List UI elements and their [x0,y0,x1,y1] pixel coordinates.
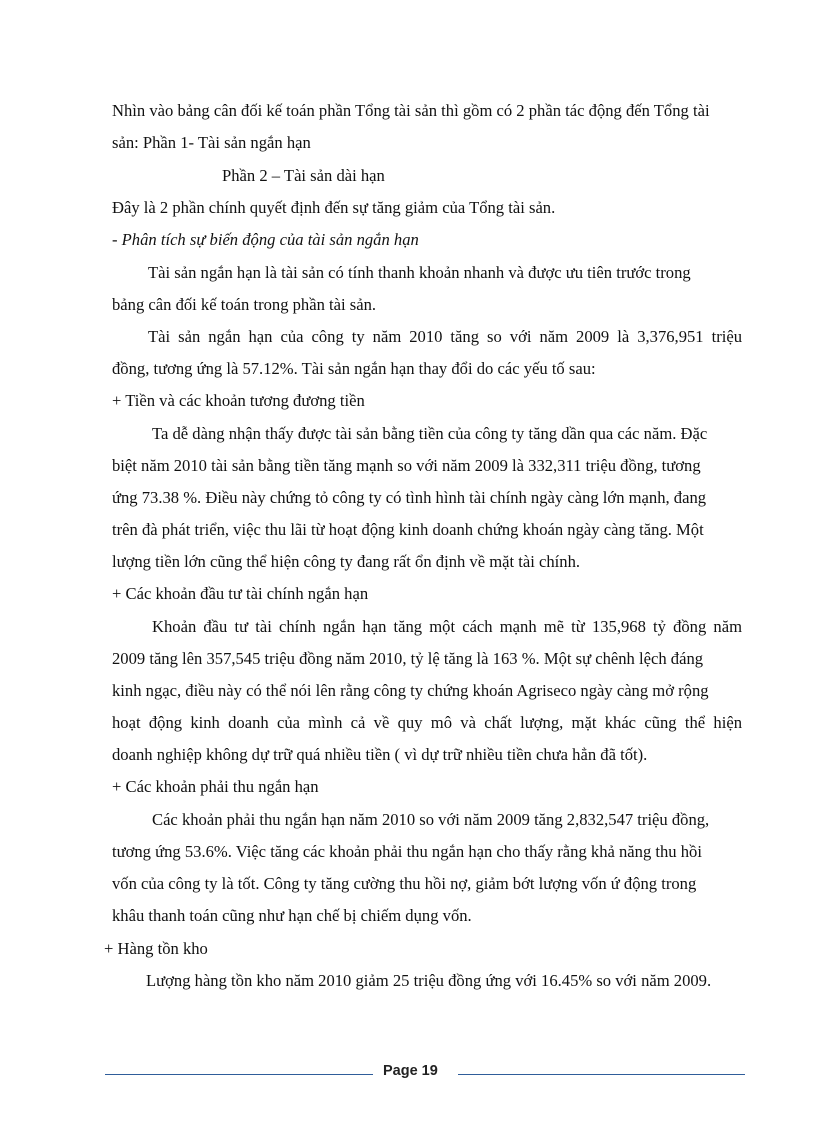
text-line: vốn của công ty là tốt. Công ty tăng cường thu hồi nợ, giảm bớt lượng vốn ứ động trong [112,874,697,893]
list-item-title: + Hàng tồn kho [104,939,208,958]
text-line: Đây là 2 phần chính quyết định đến sự tăng giảm của Tổng tài sản. [112,198,556,217]
footer-rule-right [458,1074,745,1075]
text-line: trên đà phát triển, việc thu lãi từ hoạt động kinh doanh chứng khoán ngày càng tăng. Một [112,520,704,539]
text-line: Phần 2 – Tài sản dài hạn [222,166,385,185]
list-item-title: + Các khoản đầu tư tài chính ngắn hạn [112,584,369,603]
text-line: sản: Phần 1- Tài sản ngắn hạn [112,133,311,152]
page-number: Page 19 [383,1063,438,1079]
text-line: lượng tiền lớn cũng thể hiện công ty đang rất ổn định về mặt tài chính. [112,552,581,571]
section-heading: - Phân tích sự biến động của tài sản ngắn hạn [112,230,419,249]
text-line: Ta dễ dàng nhận thấy được tài sản bằng tiền của công ty tăng dần qua các năm. Đặc [152,424,708,443]
text-line: ứng 73.38 %. Điều này chứng tỏ công ty có tình hình tài chính ngày càng lớn mạnh, đang [112,488,707,507]
list-item-title: + Tiền và các khoản tương đương tiền [112,391,365,410]
text-line: doanh nghiệp không dự trữ quá nhiều tiền ( vì dự trữ nhiều tiền chưa hẳn đã tốt). [112,745,648,764]
footer-rule-left [105,1074,373,1075]
text-line: Tài sản ngắn hạn là tài sản có tính thanh khoản nhanh và được ưu tiên trước trong [148,263,691,282]
text-line: Khoản đầu tư tài chính ngắn hạn tăng một cách mạnh mẽ từ 135,968 tỷ đồng năm [152,617,742,636]
text-line: 2009 tăng lên 357,545 triệu đồng năm 2010, tỷ lệ tăng là 163 %. Một sự chênh lệch đáng [112,649,704,668]
text-line: biệt năm 2010 tài sản bằng tiền tăng mạnh so với năm 2009 là 332,311 triệu đồng, tương [112,456,701,475]
text-line: hoạt động kinh doanh của mình cả về quy mô và chất lượng, mặt khác cũng thể hiện [112,713,742,732]
text-line: Các khoản phải thu ngắn hạn năm 2010 so với năm 2009 tăng 2,832,547 triệu đồng, [152,810,710,829]
text-line: Tài sản ngắn hạn của công ty năm 2010 tăng so với năm 2009 là 3,376,951 triệu [148,327,742,346]
text-line: Nhìn vào bảng cân đối kế toán phần Tổng tài sản thì gồm có 2 phần tác động đến Tổng tài [112,101,710,120]
text-line: đồng, tương ứng là 57.12%. Tài sản ngắn hạn thay đổi do các yếu tố sau: [112,359,596,378]
text-line: Lượng hàng tồn kho năm 2010 giảm 25 triệu đồng ứng với 16.45% so với năm 2009. [146,971,712,990]
text-line: kinh ngạc, điều này có thể nói lên rằng công ty chứng khoán Agriseco ngày càng mở rộng [112,681,709,700]
text-line: bảng cân đối kế toán trong phần tài sản. [112,295,377,314]
text-line: khâu thanh toán cũng như hạn chế bị chiếm dụng vốn. [112,906,472,925]
text-line: tương ứng 53.6%. Việc tăng các khoản phải thu ngắn hạn cho thấy rằng khả năng thu hồi [112,842,702,861]
list-item-title: + Các khoản phải thu ngắn hạn [112,777,319,796]
